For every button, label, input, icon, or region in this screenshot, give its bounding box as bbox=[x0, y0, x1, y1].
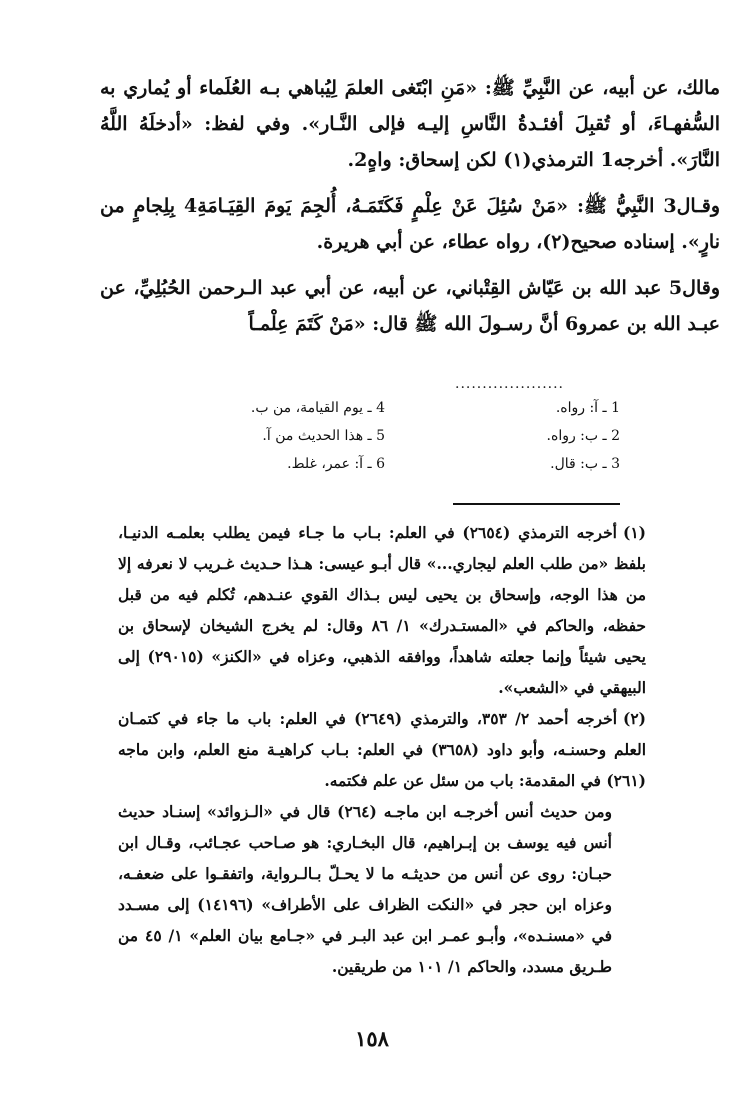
variant-note-3: 3 ـ ب: قال. bbox=[550, 456, 620, 472]
manuscript-variants bbox=[150, 400, 620, 484]
variant-note-4: 4 ـ يوم القيامة، من ب. bbox=[250, 400, 385, 416]
footnote-1 bbox=[118, 517, 646, 703]
page-number: ١٥٨ bbox=[355, 1026, 389, 1051]
variant-note-2: 2 ـ ب: رواه. bbox=[546, 428, 620, 444]
footnote-number: (١) bbox=[622, 523, 646, 542]
footnote-separator bbox=[453, 503, 620, 505]
footnote-2-continuation: ومن حديث أنس أخرجـه ابن ماجـه (٢٦٤) قال في «الـزوائد» إسنـاد حديث أنس فيه يوسف بن إبـراهيم، قال البخـاري: هو صـاحب عجـائب، وقـال ابن حبـان: روى عن أنس من حديثـه ما لا يحـلّ بـالـرواية، واتفقـوا على ضعفـه، وعزاه ابن حجر في «النكت الظراف على الأطراف» (١٤١٩٦) إلى مسـدد في «مسنـده»، وأبـو عمـر ابن عبد البـر في «جـامع بيان العلم» ١/ ٤٥ من طـريق مسدد، والحاكم ١/ ١٠١ من طريقين. bbox=[118, 802, 613, 976]
variant-note-6: 6 ـ آ: عمر، غلط. bbox=[287, 456, 385, 472]
footnote-text: أخرجه الترمذي (٢٦٥٤) في العلم: بـاب ما جـاء فيمن يطلب بعلمـه الدنيـا، بلفظ «من طلب العلم ليجاري...» قال أبـو عيسى: هـذا حـديث غـريب لا نعرفه إلا من هذا الوجه، وإسحاق بن يحيى ليس بـذاك القوي عنـدهم، تُكلم فيه من قبل حفظه، والحاكم في «المستـدرك» ١/ ٨٦ وقال: لم يخرج الشيخان لإسحاق بن يحيى شيئاً وإنما جعلته شاهداً، ووافقه الذهبي، وعزاه في «الكنز» (٢٩٠١٥) إلى البيهقي في «الشعب». bbox=[118, 523, 647, 697]
footnotes bbox=[118, 517, 646, 982]
body-paragraph-2: وقـال3 النَّبِيُّ ﷺ: «مَنْ سُئِلَ عَنْ عِلْمٍ فَكَتَمَـهُ، أُلجِمَ يَومَ القِيَـامَةِ4 بِلِجامٍ من نارٍ». إسناده صحيح(٢)، رواه عطاء، عن أبي هريرة. bbox=[100, 195, 720, 253]
footnote-text: أخرجه أحمد ٢/ ٣٥٣، والترمذي (٢٦٤٩) في العلم: باب ما جاء في كتمـان العلم وحسنـه، وأبو داود (٣٦٥٨) في العلم: بـاب كراهيـة منع العلم، وابن ماجه (٢٦١) في المقدمة: باب من سئل عن علم فكتمه. bbox=[118, 709, 646, 790]
body-paragraph-3: وقال5 عبد الله بن عَيّاش القِتْباني، عن أبيه، عن أبي عبد الـرحمن الحُبُلِيِّ، عن عبـد الله بن عمرو6 أنَّ رسـولَ الله ﷺ قال: «مَنْ كَتَمَ عِلْمـاً bbox=[100, 277, 720, 335]
variant-note-5: 5 ـ هذا الحديث من آ. bbox=[262, 428, 385, 444]
footnote-number: (٢) bbox=[623, 709, 647, 728]
footnote-2 bbox=[118, 703, 646, 796]
variant-note-1: 1 ـ آ: رواه. bbox=[555, 400, 620, 416]
main-text bbox=[100, 70, 720, 352]
body-paragraph-1: مالك، عن أبيه، عن النَّبِيِّ ﷺ: «مَنِ ابْتَغى العلمَ لِيُباهي بـه العُلَماء أو يُماري به السُّفهـاءَ، أو تُقبِلَ أفئـدةُ النَّاسِ إليـه فإلى النَّـار». وفي لفظ: «أدخلَهُ اللَّهُ النَّارَ». أخرجه1 الترمذي(١) لكن إسحاق: واهٍ2. bbox=[100, 77, 720, 171]
continuation-dots: .................... bbox=[455, 376, 565, 392]
